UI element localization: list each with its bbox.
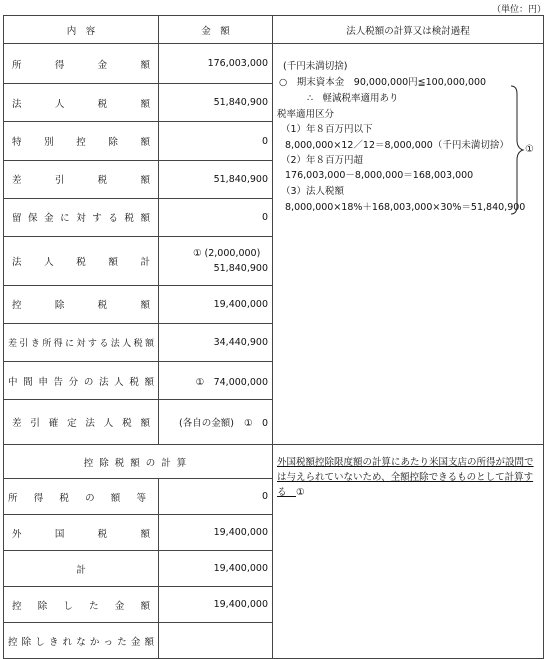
row-amount-prefix: (各自の金額) xyxy=(179,418,234,430)
unit-label: （単位：円） xyxy=(491,5,546,15)
row-amount-value: 51,840,900 xyxy=(213,262,268,274)
header-content: 内 容 xyxy=(4,16,159,44)
row-label: 外国税額 xyxy=(4,515,159,551)
deduction-note-mark: ① xyxy=(296,487,305,498)
deduction-title: 控除税額の計算 xyxy=(4,445,273,479)
row-amount: 0 xyxy=(159,198,273,236)
row-amount xyxy=(159,623,273,659)
header-calculation: 法人税額の計算又は検討過程 xyxy=(273,16,544,44)
deduction-header-row xyxy=(4,445,544,479)
calc-line: 176,003,000－8,000,000＝168,003,000 xyxy=(285,170,474,181)
row-amount: ① 74,000,000 xyxy=(159,362,273,400)
calculation-process xyxy=(273,44,544,445)
row-amount: 19,400,000 xyxy=(159,285,273,323)
calc-line: （1）年８百万円以下 xyxy=(281,124,373,135)
row-amount-note: ① (2,000,000) xyxy=(193,247,261,259)
calc-line: 税率適用区分 xyxy=(277,109,335,120)
row-amount-value: ① 0 xyxy=(243,418,268,430)
row-label: 所得金額 xyxy=(4,44,159,84)
row-amount: 19,400,000 xyxy=(159,551,273,587)
table-header xyxy=(4,16,544,44)
deduction-note-text: 外国税額控除限度額の計算にあたり米国支店の所得が設問では与えられていないため、全額控除できるものとして計算する xyxy=(277,457,534,498)
row-amount: 19,400,000 xyxy=(159,515,273,551)
row-label: 控除した金額 xyxy=(4,587,159,623)
row-label: 法人税額 xyxy=(4,84,159,122)
row-label: 計 xyxy=(4,551,159,587)
row-label: 特別控除額 xyxy=(4,122,159,160)
row-amount: 34,440,900 xyxy=(159,324,273,362)
calc-line: (千円未満切捨) xyxy=(283,61,348,72)
row-amount: 51,840,900 xyxy=(159,84,273,122)
row-label: 所得税の額等 xyxy=(4,479,159,515)
row-amount: 176,003,000 xyxy=(159,44,273,84)
row-amount xyxy=(159,237,273,286)
header-amount: 金 額 xyxy=(159,16,273,44)
deduction-note xyxy=(273,445,544,659)
calc-line: ○ 期末資本金 90,000,000円≦100,000,000 xyxy=(279,77,487,88)
calc-line: （3）法人税額 xyxy=(281,186,345,197)
row-label: 法人税額計 xyxy=(4,237,159,286)
row-label: 差引確定法人税額 xyxy=(4,400,159,445)
row-label: 差引税額 xyxy=(4,160,159,198)
calc-line: 8,000,000×18%＋168,003,000×30%＝51,840,900 xyxy=(285,202,526,213)
row-label: 控除税額 xyxy=(4,285,159,323)
row-amount: 0 xyxy=(159,122,273,160)
row-label: 控除しきれなかった金額 xyxy=(4,623,159,659)
row-label: 留保金に対する税額 xyxy=(4,198,159,236)
row-label: 差引き所得に対する法人税額 xyxy=(4,324,159,362)
row-amount: 0 xyxy=(159,479,273,515)
row-amount: 51,840,900 xyxy=(159,160,273,198)
calc-line: 8,000,000×12／12＝8,000,000（千円未満切捨） xyxy=(285,140,509,151)
table-row xyxy=(4,44,544,84)
row-label: 中間申告分の法人税額 xyxy=(4,362,159,400)
calc-line: ∴ 軽減税率適用あり xyxy=(307,93,399,104)
score-mark: ① xyxy=(525,144,534,155)
row-amount: 19,400,000 xyxy=(159,587,273,623)
row-amount xyxy=(159,400,273,445)
calc-line: （2）年８百万円超 xyxy=(281,155,364,166)
tax-calculation-table xyxy=(3,15,544,659)
